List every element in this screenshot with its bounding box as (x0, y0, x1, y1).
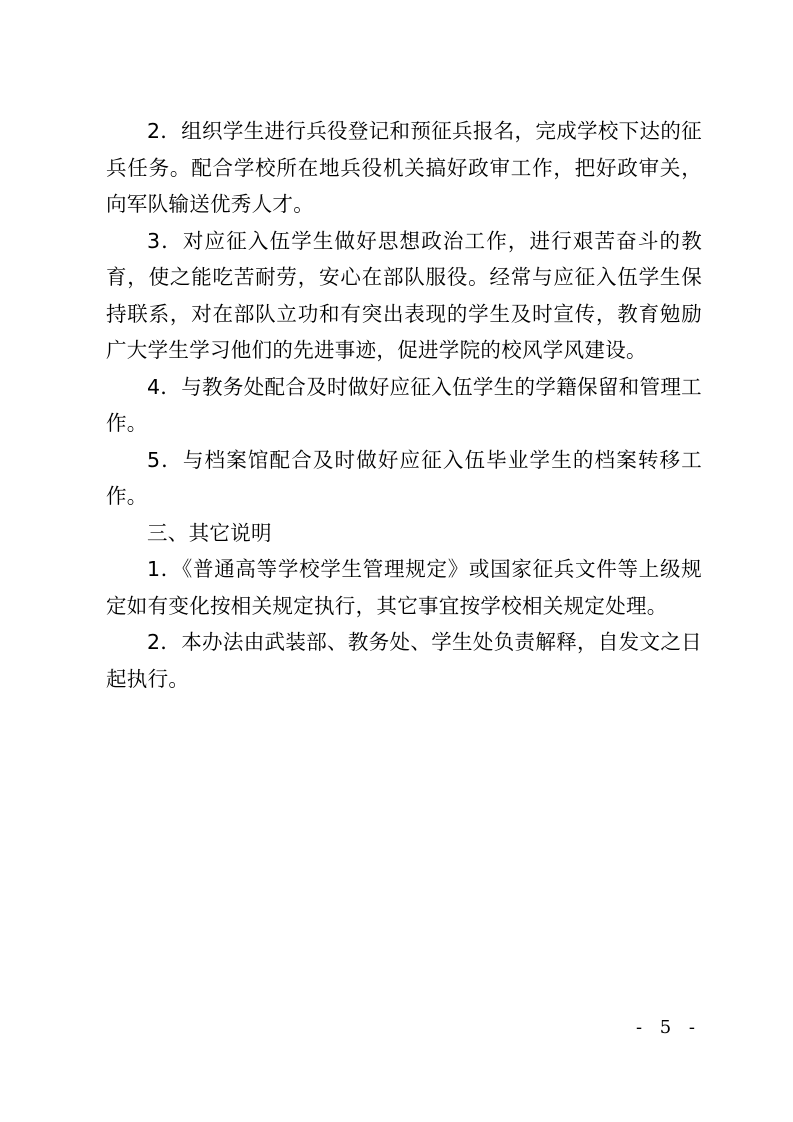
paragraph-item-3: 3．对应征入伍学生做好思想政治工作，进行艰苦奋斗的教育，使之能吃苦耐劳，安心在部队服役。经常与应征入伍学生保持联系，对在部队立功和有突出表现的学生及时宣传，教育勉励广大学生学习他们的先进事迹，促进学院的校风学风建设。 (106, 228, 702, 362)
section-paragraph-1: 1．《普通高等学校学生管理规定》或国家征兵文件等上级规定如有变化按相关规定执行，其它事宜按学校相关规定处理。 (106, 557, 702, 618)
section-heading: 三、其它说明 (147, 520, 272, 545)
paragraph-item-4: 4．与教务处配合及时做好应征入伍学生的学籍保留和管理工作。 (106, 374, 702, 435)
page-number: - 5 - (635, 1017, 701, 1038)
paragraph-item-2: 2．组织学生进行兵役登记和预征兵报名，完成学校下达的征兵任务。配合学校所在地兵役机关搞好政审工作，把好政审关，向军队输送优秀人才。 (106, 119, 702, 216)
paragraph-item-5: 5．与档案馆配合及时做好应征入伍毕业学生的档案转移工作。 (106, 447, 702, 508)
document-body (106, 113, 702, 697)
section-paragraph-2: 2．本办法由武装部、教务处、学生处负责解释，自发文之日起执行。 (106, 630, 702, 691)
